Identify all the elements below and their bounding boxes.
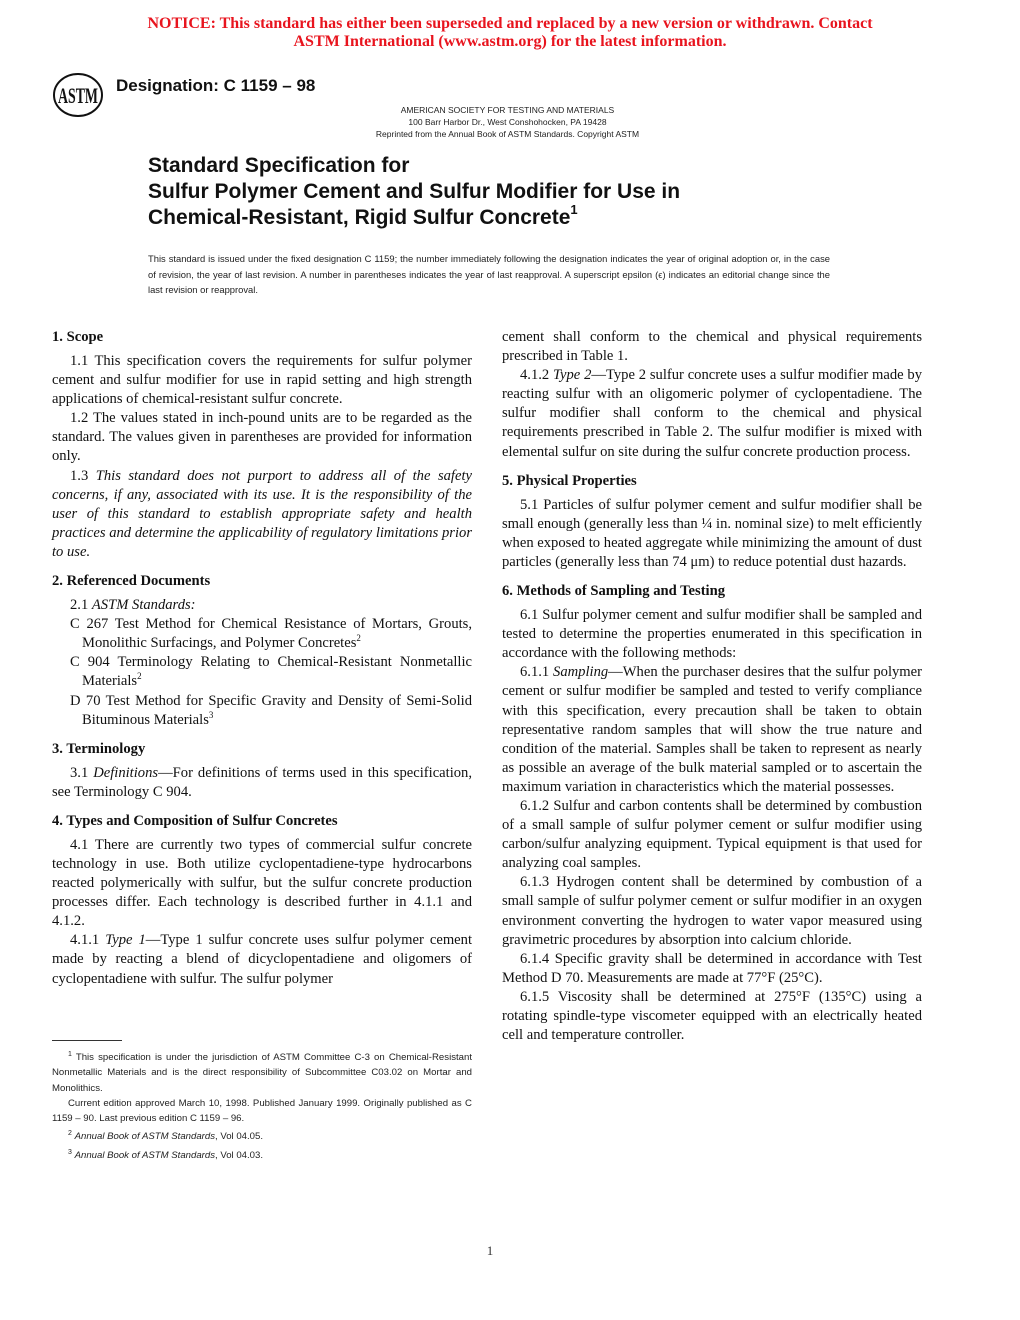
- para-3-1: [52, 764, 472, 802]
- footnote-2-italic: Annual Book of ASTM Standards: [74, 1131, 216, 1143]
- ref-c267: C 267 Test Method for Chemical Resistance of Mortars, Grouts, Monolithic Surfacings, and Polymer Concretes: [70, 616, 472, 652]
- para-4-1-2-label: Type 2: [553, 367, 592, 384]
- footnote-3-italic: Annual Book of ASTM Standards: [74, 1149, 216, 1161]
- footnote-1-approval: Current edition approved March 10, 1998. Published January 1999. Originally published as C 1159 – 90. Last previous edition C 1159 – 96.: [52, 1097, 472, 1124]
- para-4-1-2: [502, 366, 922, 461]
- society-address: 100 Barr Harbor Dr., West Conshohocken, PA 19428: [408, 117, 607, 127]
- para-4-1: 4.1 There are currently two types of commercial sulfur concrete technology in use. Both utilize cyclopentadiene-type hydrocarbons reacted polymerically with sulfur, but the sulfur concrete production processes differ. Each technology is described further in 4.1.1 and 4.1.2.: [52, 836, 472, 930]
- title-line-3-text: Chemical-Resistant, Rigid Sulfur Concrete: [148, 206, 571, 229]
- footnote-3: [52, 1145, 472, 1163]
- notice-line-2: ASTM International (www.astm.org) for the latest information.: [293, 33, 727, 50]
- footnote-divider: [52, 1040, 122, 1041]
- reference-item: [70, 692, 472, 730]
- astm-logo-text: ASTM: [58, 83, 99, 108]
- footnote-2-mark: 2: [68, 1130, 72, 1138]
- footnote-3-text: , Vol 04.03.: [215, 1149, 264, 1161]
- section-referenced-heading: 2. Referenced Documents: [52, 573, 211, 590]
- para-4-1-1-continued: cement shall conform to the chemical and physical requirements prescribed in Table 1.: [502, 329, 922, 365]
- page-number: 1: [486, 1243, 494, 1258]
- para-6-1-3: 6.1.3 Hydrogen content shall be determined by combustion of a small sample of sulfur polymer cement or sulfur modifier in an oxygen environment converting the hydrogen to water vapor measured using gravimetric procedures by absorption into calcium chloride.: [502, 874, 922, 948]
- ref-d70-footnote: 3: [208, 709, 214, 720]
- left-column: [52, 328, 472, 989]
- society-name: AMERICAN SOCIETY FOR TESTING AND MATERIALS: [400, 105, 615, 115]
- title-line-1: Standard Specification for: [148, 154, 410, 177]
- para-4-1-2-text: —Type 2 sulfur concrete uses a sulfur modifier made by reacting sulfur with an oligomeric polymer of cyclopentadiene. The sulfur modifier shall conform to the chemical and physical requirements prescribed in Table 2. The sulfur modifier is mixed with elemental sulfur on site during the sulfur concrete production process.: [502, 367, 923, 460]
- issuance-note: This standard is issued under the fixed designation C 1159; the number immediately following the designation indicates the year of original adoption or, in the case of revision, the year of last revision. A number in parentheses indicates the year of last reapproval. A superscript epsilon (ϵ) indicates an editorial change since the last revision or reapproval.: [148, 253, 830, 295]
- section-scope-heading: 1. Scope: [52, 329, 104, 345]
- para-3-1-text: —For definitions of terms used in this specification, see Terminology C 904.: [52, 764, 472, 800]
- para-3-1-num: 3.1: [70, 764, 94, 781]
- reference-item: [70, 653, 472, 691]
- reference-item: [70, 615, 472, 653]
- ref-c904: C 904 Terminology Relating to Chemical-Resistant Nonmetallic Materials: [70, 654, 472, 690]
- para-6-1-1: [502, 663, 922, 797]
- footnote-2: [52, 1126, 472, 1144]
- section-terminology-heading: 3. Terminology: [52, 740, 146, 757]
- para-6-1-1-text: —When the purchaser desires that the sulfur polymer cement or sulfur modifier be sampled and tested to verify compliance with this specification, every precaution shall be taken to obtain representative random samples that will show the true nature and condition of the material. Samples shall be taken to represent as nearly as possible an average of the bulk material sampled or to ascertain the maximum variation in characteristics which the material possesses.: [502, 664, 922, 795]
- para-4-1-1-text: —Type 1 sulfur concrete uses sulfur polymer cement made by reacting a blend of dicyclopentadiene and oligomers of cyclopentadiene with sulfur. The sulfur polymer: [52, 932, 472, 987]
- reference-list: [52, 615, 472, 730]
- para-6-1-4: 6.1.4 Specific gravity shall be determined in accordance with Test Method D 70. Measurements are made at 77°F (25°C).: [502, 950, 922, 986]
- para-1-2: 1.2 The values stated in inch-pound units are to be regarded as the standard. The values given in parentheses are provided for information only.: [52, 410, 472, 465]
- title-line-2: Sulfur Polymer Cement and Sulfur Modifier for Use in: [148, 180, 681, 203]
- para-2-1: [52, 596, 472, 615]
- para-4-1-1-label: Type 1: [105, 932, 146, 949]
- para-1-1: 1.1 This specification covers the requirements for sulfur polymer cement and sulfur modifier for use in rapid setting and high strength applications of chemical-resistant sulfur concrete.: [52, 353, 472, 408]
- para-6-1-5: 6.1.5 Viscosity shall be determined at 275°F (135°C) using a rotating spindle-type viscometer equipped with an electrically heated cell and temperature controller.: [502, 988, 922, 1044]
- para-4-1-1-num: 4.1.1: [70, 932, 106, 949]
- document-title: [148, 153, 928, 231]
- footnote-1: [52, 1047, 472, 1096]
- title-line-3: [148, 202, 928, 231]
- reprint-notice: Reprinted from the Annual Book of ASTM Standards. Copyright ASTM: [375, 129, 640, 139]
- ref-d70: D 70 Test Method for Specific Gravity and Density of Semi-Solid Bituminous Materials: [70, 692, 472, 728]
- footnotes: [52, 1047, 472, 1163]
- notice-line-1: NOTICE: This standard has either been superseded and replaced by a new version or withdrawn. Contact: [147, 15, 873, 32]
- para-2-1-text: ASTM Standards:: [91, 597, 196, 614]
- footnote-1-mark: 1: [68, 1051, 72, 1058]
- para-6-1: 6.1 Sulfur polymer cement and sulfur modifier shall be sampled and tested to determine the properties enumerated in this specification in accordance with the following methods:: [502, 607, 922, 662]
- astm-logo: [52, 72, 104, 118]
- para-5-1: 5.1 Particles of sulfur polymer cement and sulfur modifier shall be small enough (generally less than ¼ in. nominal size) to melt efficiently when exposed to heated aggregate while minimizing the amount of dust particles (generally less than 74 μm) to reduce potential dust hazards.: [502, 496, 922, 570]
- withdrawal-notice: [0, 15, 1020, 51]
- designation: Designation: C 1159 – 98: [116, 76, 316, 95]
- section-methods-heading: 6. Methods of Sampling and Testing: [502, 583, 726, 600]
- para-1-3: [52, 467, 472, 562]
- footnote-2-text: , Vol 04.05.: [215, 1131, 264, 1143]
- para-6-1-1-label: Sampling: [553, 664, 609, 681]
- footnote-1-text: This specification is under the jurisdiction of ASTM Committee C-3 on Chemical-Resistant Nonmetallic Materials and is the direct responsibility of Subcommittee C03.02 on Mortar and Monolithics.: [52, 1052, 472, 1094]
- para-4-1-2-num: 4.1.2: [520, 367, 553, 384]
- para-1-3-num: 1.3: [70, 467, 96, 484]
- para-2-1-num: 2.1: [70, 597, 92, 614]
- section-types-heading: 4. Types and Composition of Sulfur Concretes: [52, 812, 338, 829]
- footnote-3-mark: 3: [68, 1148, 72, 1156]
- right-column: [502, 328, 922, 1045]
- ref-c267-footnote: 2: [356, 633, 361, 644]
- title-footnote-ref: 1: [570, 202, 578, 217]
- para-6-1-1-num: 6.1.1: [520, 664, 554, 681]
- ref-c904-footnote: 2: [137, 671, 142, 682]
- publisher-block: [300, 104, 715, 140]
- para-6-1-2: 6.1.2 Sulfur and carbon contents shall be determined by combustion of a small sample of sulfur polymer cement or sulfur modifier using carbon/sulfur analyzing equipment. Typical equipment is that used for analyzing coal samples.: [502, 797, 922, 872]
- section-physical-heading: 5. Physical Properties: [502, 472, 637, 489]
- para-1-3-text: This standard does not purport to address all of the safety concerns, if any, associated with its use. It is the responsibility of the user of this standard to establish appropriate safety and health practices and determine the applicability of regulatory limitations prior to use.: [52, 467, 472, 560]
- para-3-1-label: Definitions: [93, 764, 159, 781]
- para-4-1-1: [52, 931, 472, 988]
